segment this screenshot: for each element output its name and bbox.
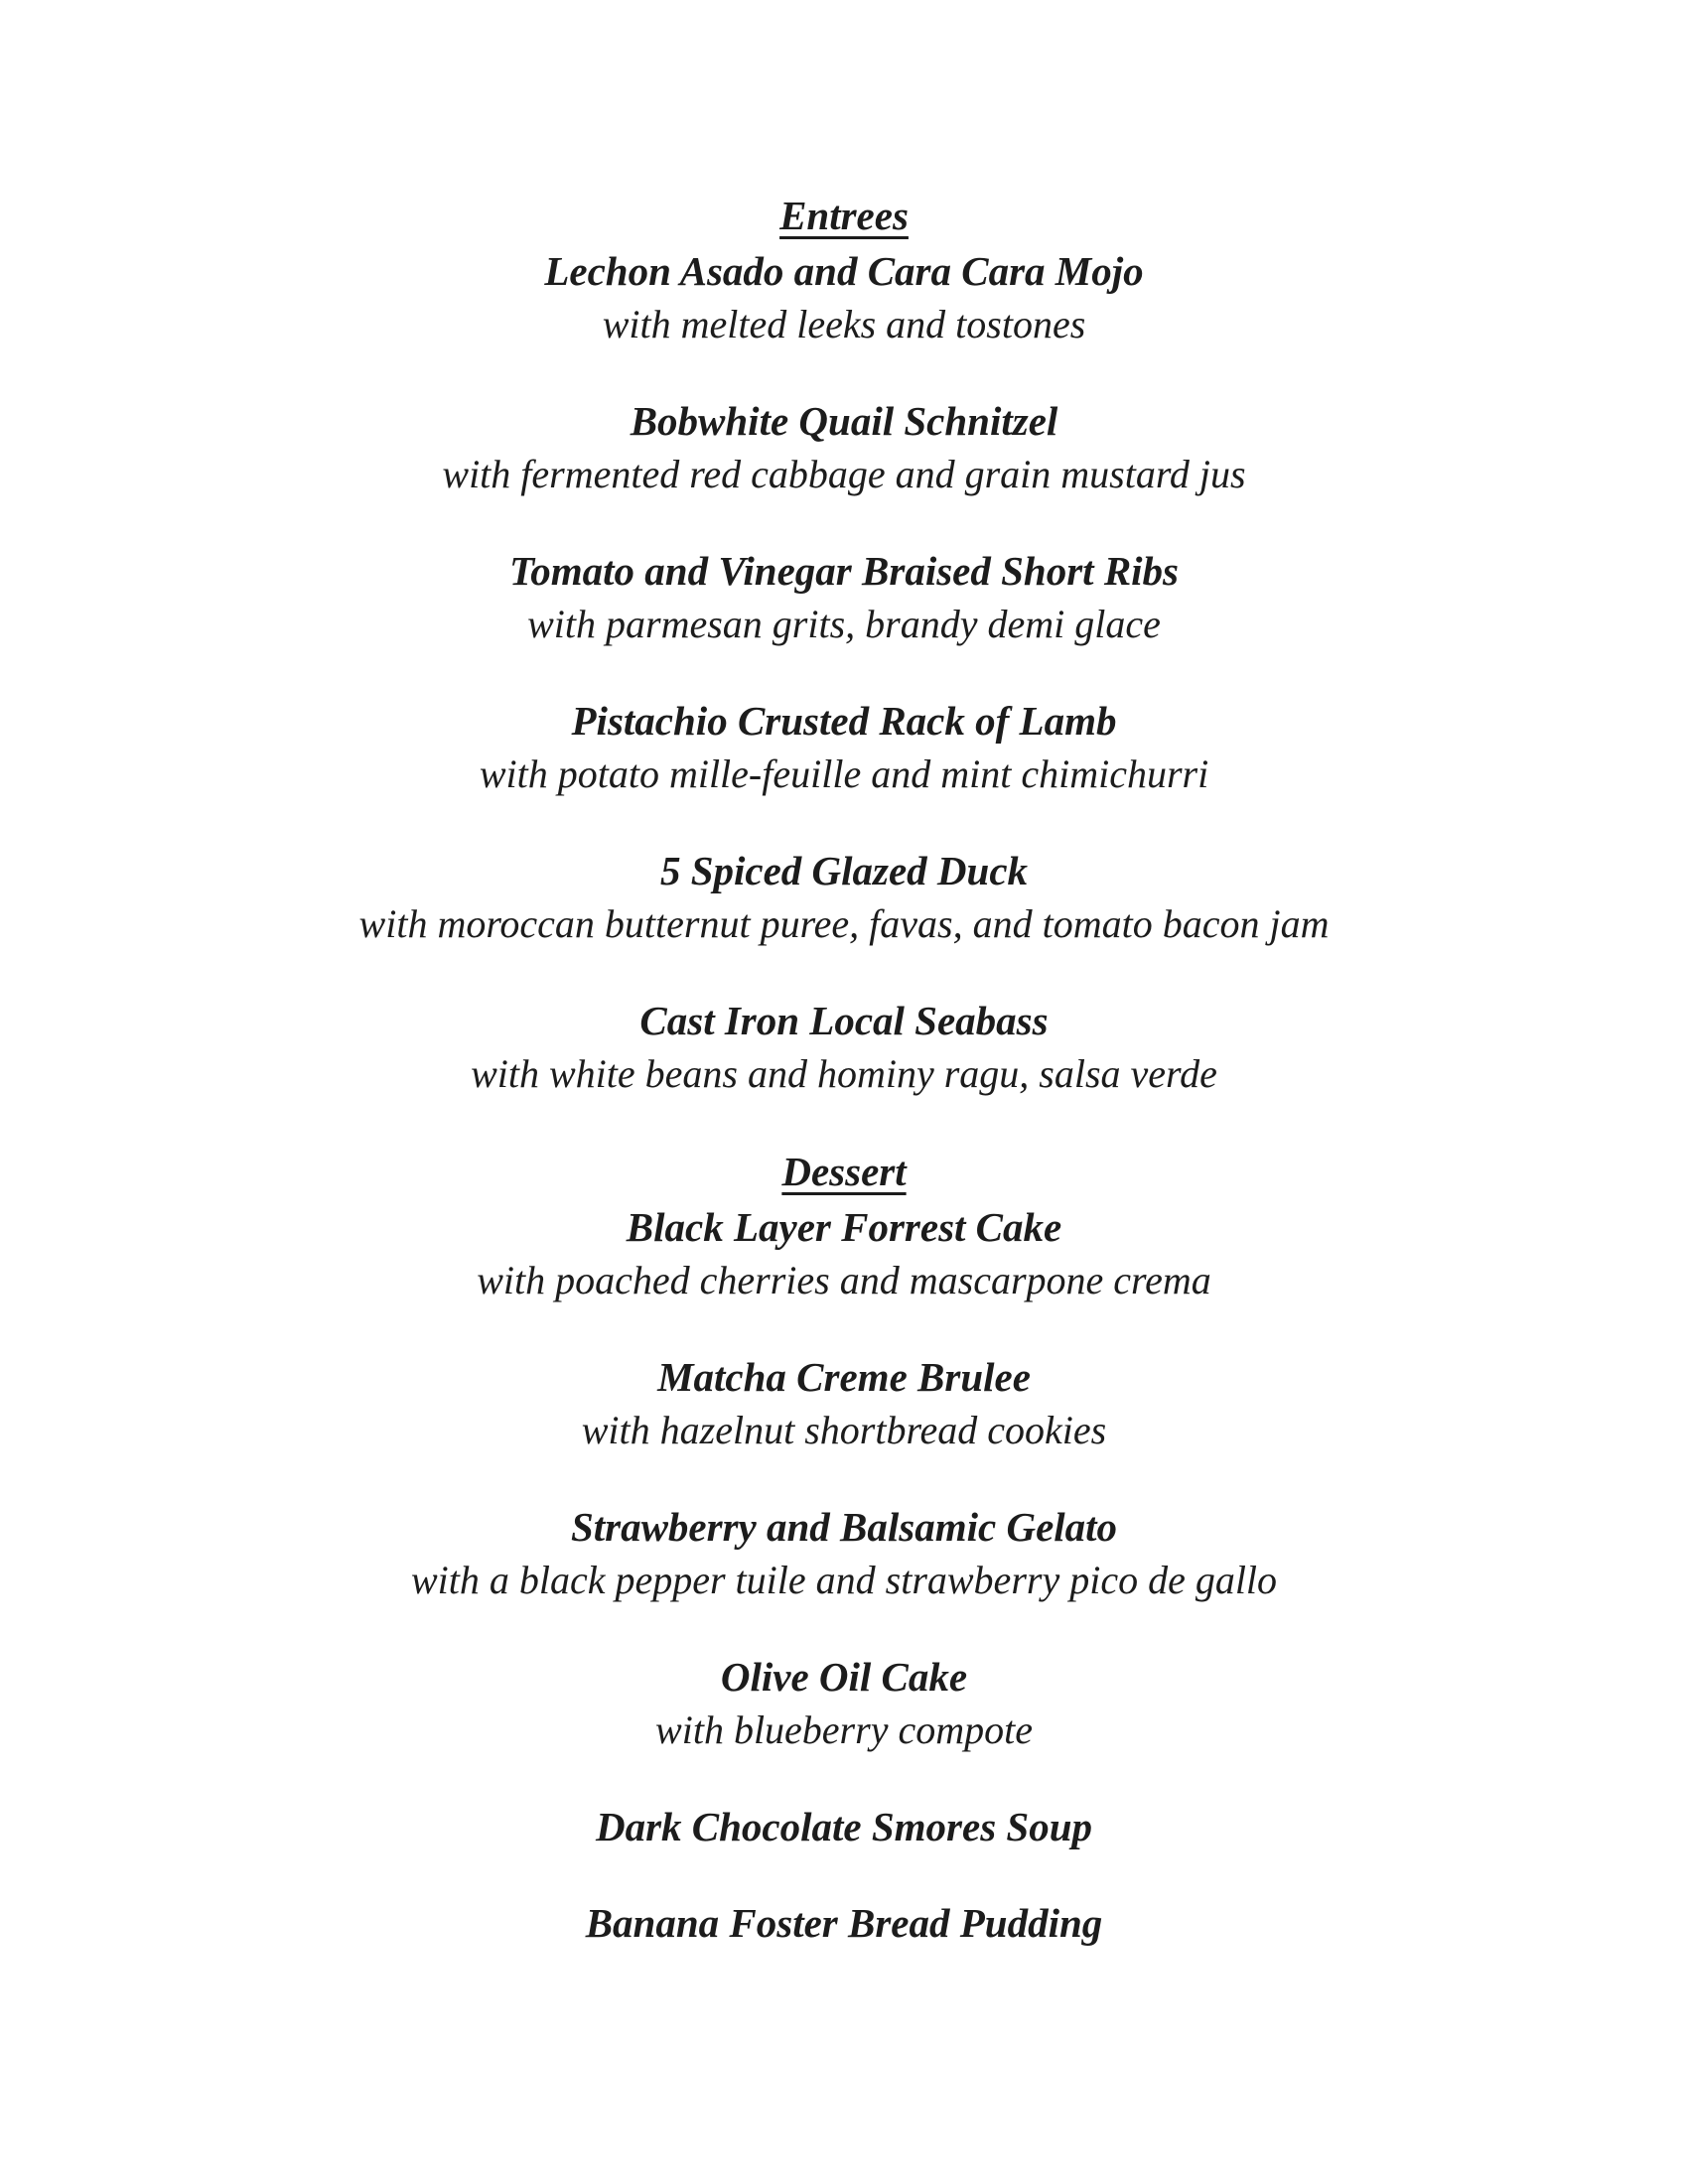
menu-item [0, 394, 1688, 501]
item-name: Matcha Creme Brulee [657, 1354, 1031, 1400]
item-name: Black Layer Forrest Cake [626, 1204, 1062, 1250]
item-description: with potato mille-feuille and mint chimichurri [479, 751, 1209, 796]
menu-section [0, 189, 1688, 1101]
item-description: with moroccan butternut puree, favas, and tomato bacon jam [358, 901, 1330, 946]
item-description: with white beans and hominy ragu, salsa verde [471, 1051, 1217, 1096]
item-description: with poached cherries and mascarpone crema [477, 1258, 1211, 1302]
menu-item [0, 694, 1688, 801]
menu-item [0, 1500, 1688, 1607]
menu-item [0, 244, 1688, 351]
menu-item [0, 1650, 1688, 1757]
item-description: with parmesan grits, brandy demi glace [527, 602, 1161, 646]
menu-section [0, 1145, 1688, 1950]
item-name: Lechon Asado and Cara Cara Mojo [544, 248, 1144, 294]
menu-item [0, 1896, 1688, 1950]
item-description: with melted leeks and tostones [602, 302, 1086, 346]
menu-item [0, 544, 1688, 651]
menu-item [0, 1200, 1688, 1307]
item-description: with blueberry compote [655, 1707, 1033, 1752]
section-title: Dessert [781, 1149, 907, 1194]
item-name: Tomato and Vinegar Braised Short Ribs [508, 548, 1180, 594]
item-name: 5 Spiced Glazed Duck [659, 848, 1029, 893]
item-name: Olive Oil Cake [720, 1654, 968, 1700]
menu-item [0, 1350, 1688, 1457]
menu-item [0, 844, 1688, 951]
item-name: Banana Foster Bread Pudding [585, 1900, 1103, 1946]
item-name: Pistachio Crusted Rack of Lamb [571, 698, 1117, 744]
menu [0, 189, 1688, 1950]
item-name: Dark Chocolate Smores Soup [595, 1804, 1093, 1849]
menu-item [0, 994, 1688, 1101]
item-description: with fermented red cabbage and grain mustard jus [442, 452, 1246, 496]
section-title: Entrees [779, 193, 909, 238]
item-description: with hazelnut shortbread cookies [581, 1408, 1107, 1452]
menu-item [0, 1800, 1688, 1853]
item-description: with a black pepper tuile and strawberry pico de gallo [410, 1558, 1278, 1602]
item-name: Bobwhite Quail Schnitzel [630, 398, 1058, 444]
item-name: Cast Iron Local Seabass [639, 998, 1049, 1043]
item-name: Strawberry and Balsamic Gelato [570, 1504, 1118, 1550]
